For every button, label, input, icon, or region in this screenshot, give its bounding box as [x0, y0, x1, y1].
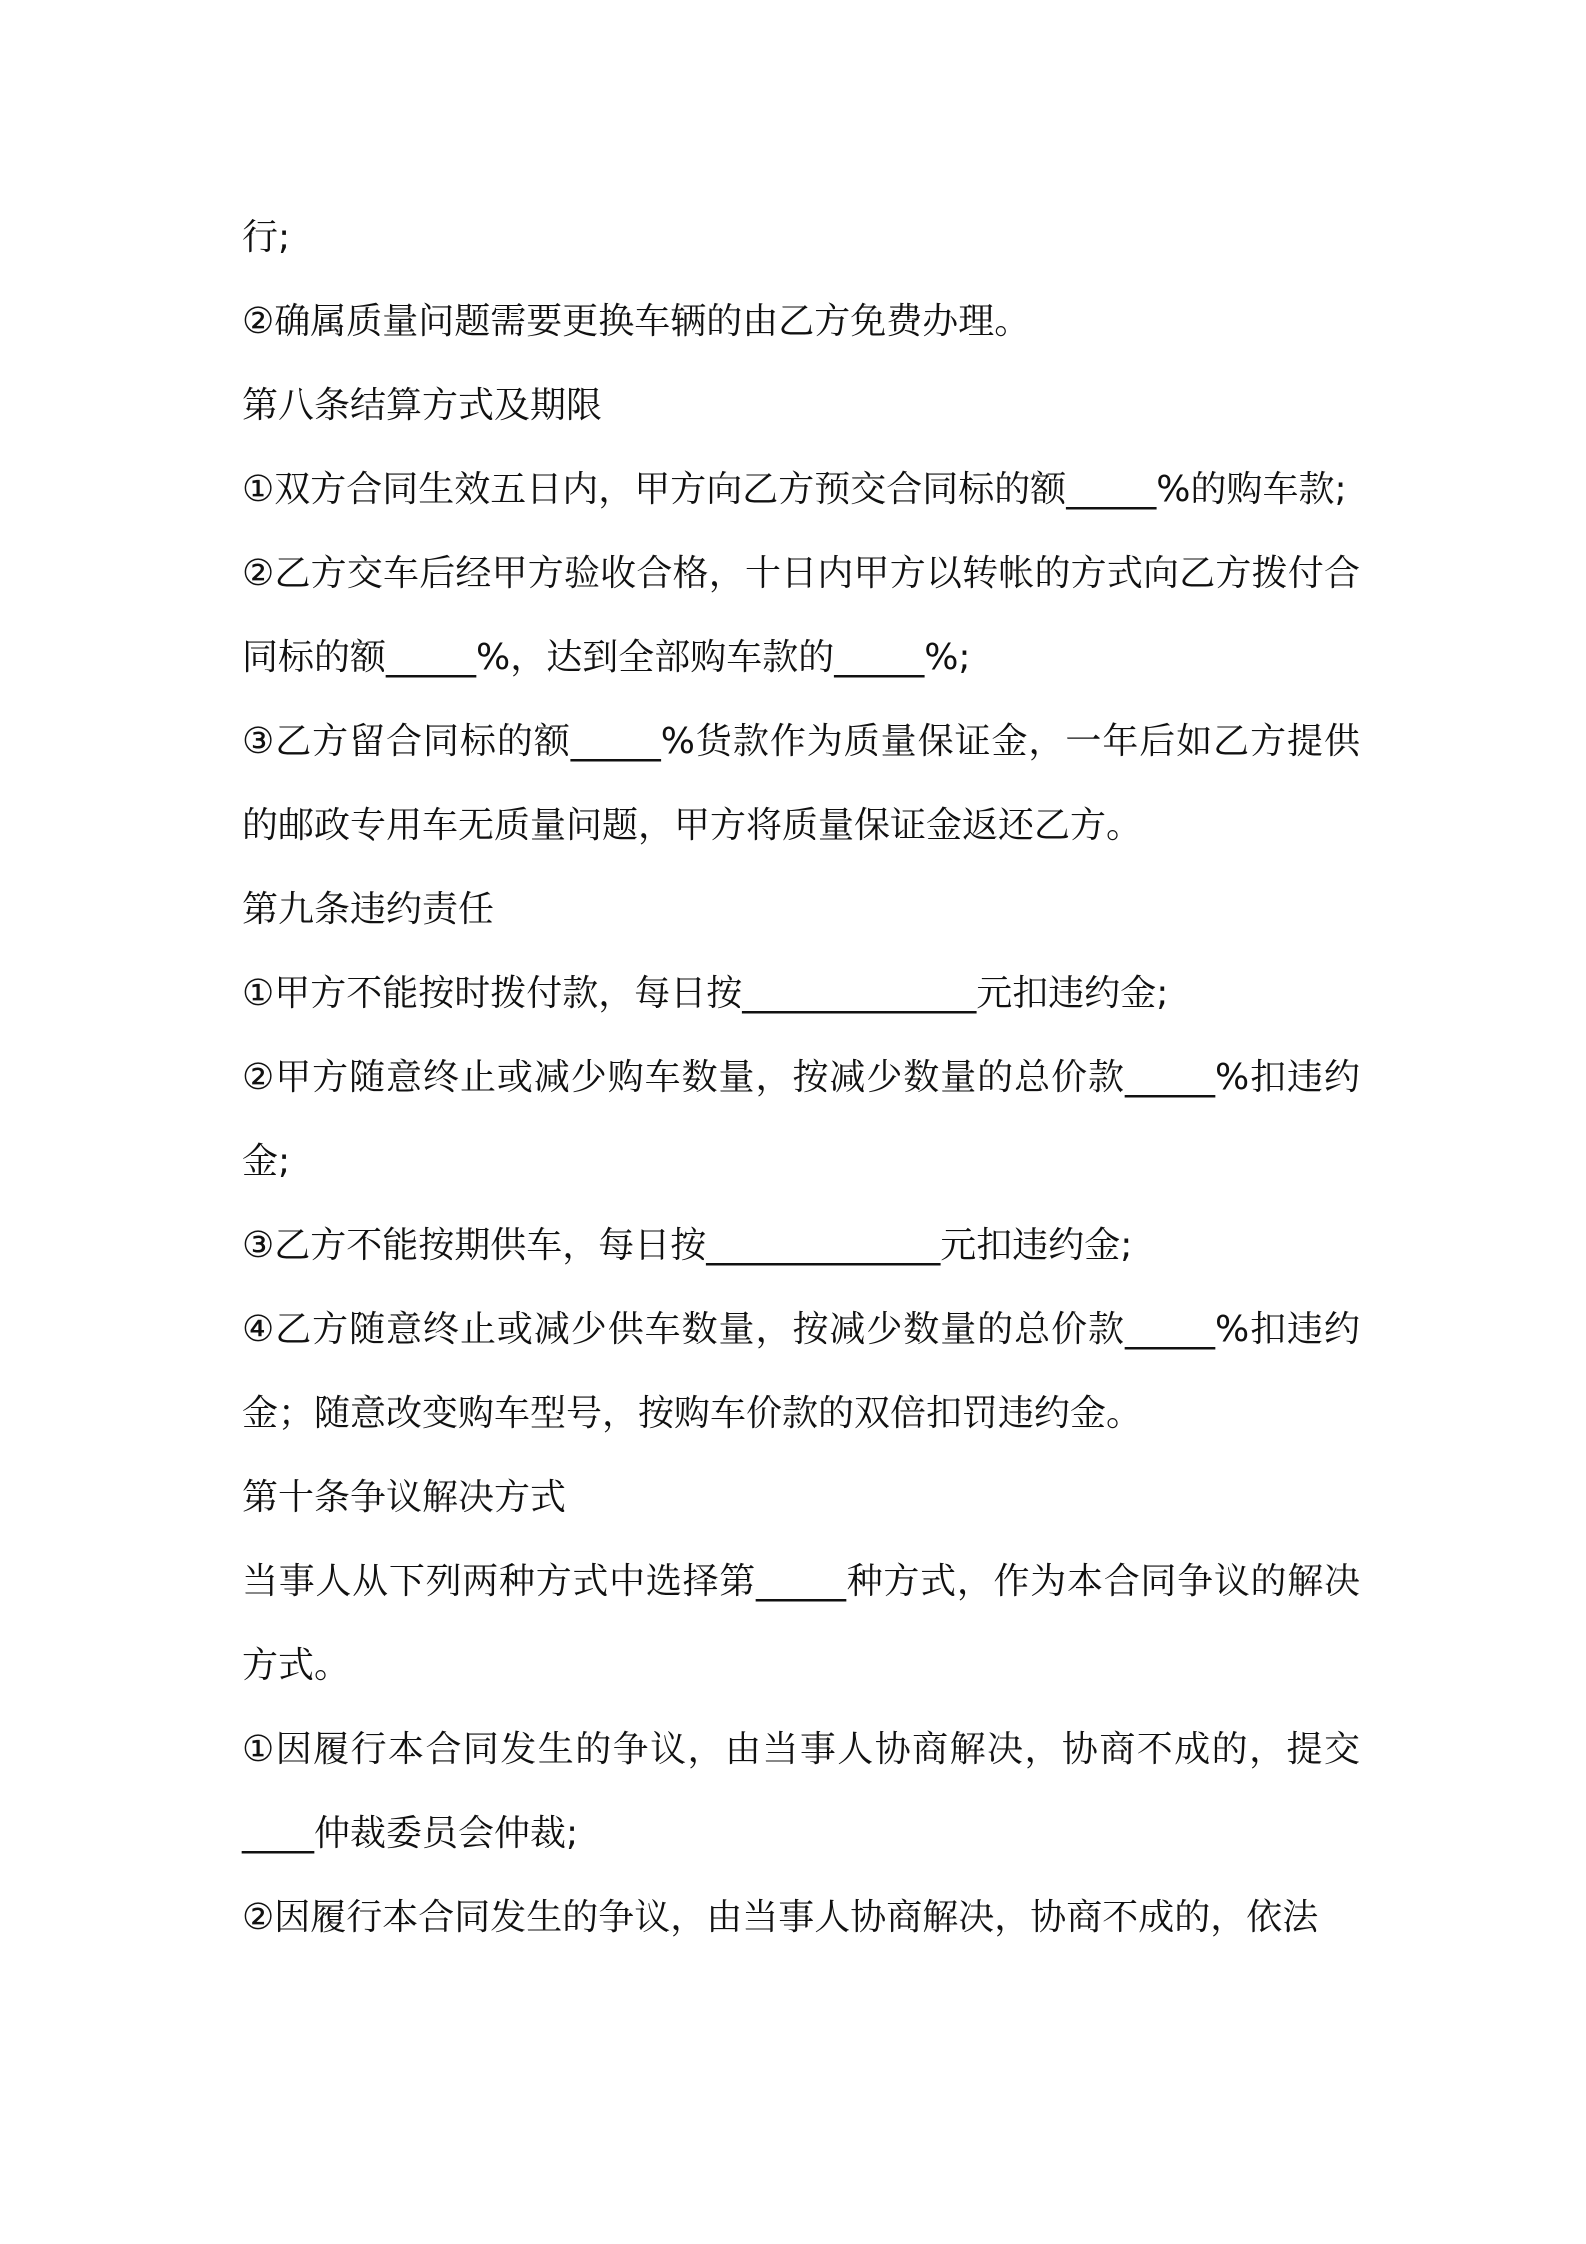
para-clause-7-item-2: ②确属质量问题需要更换车辆的由乙方免费办理。 [242, 301, 1031, 342]
para-article-10-item-2: ②因履行本合同发生的争议，由当事人协商解决，协商不成的，依法 [242, 1897, 1319, 1938]
document-body [242, 196, 1360, 1960]
para-article-9-item-1: ①甲方不能按时拨付款，每日按_____________元扣违约金; [242, 973, 1169, 1014]
para-article-8-item-2: ②乙方交车后经甲方验收合格，十日内甲方以转帐的方式向乙方拨付合同标的额_____%，达到全部购车款的_____%; [242, 553, 1360, 678]
para-article-9-item-4: ④乙方随意终止或减少供车数量，按减少数量的总价款_____%扣违约金；随意改变购车型号，按购车价款的双倍扣罚违约金。 [242, 1309, 1360, 1434]
para-article-8-item-3: ③乙方留合同标的额_____%货款作为质量保证金，一年后如乙方提供的邮政专用车无质量问题，甲方将质量保证金返还乙方。 [242, 721, 1360, 846]
para-article-10-intro: 当事人从下列两种方式中选择第_____种方式，作为本合同争议的解决方式。 [242, 1561, 1360, 1686]
para-continuation: 行; [242, 217, 291, 258]
para-article-9-item-3: ③乙方不能按期供车，每日按_____________元扣违约金; [242, 1225, 1133, 1266]
para-article-8-item-1: ①双方合同生效五日内，甲方向乙方预交合同标的额_____%的购车款; [242, 469, 1347, 510]
heading-article-10: 第十条争议解决方式 [242, 1477, 567, 1518]
heading-article-9: 第九条违约责任 [242, 889, 495, 930]
para-article-10-item-1: ①因履行本合同发生的争议，由当事人协商解决，协商不成的，提交____仲裁委员会仲裁; [242, 1729, 1360, 1854]
heading-article-8: 第八条结算方式及期限 [242, 385, 603, 426]
para-article-9-item-2: ②甲方随意终止或减少购车数量，按减少数量的总价款_____%扣违约金; [242, 1057, 1360, 1182]
